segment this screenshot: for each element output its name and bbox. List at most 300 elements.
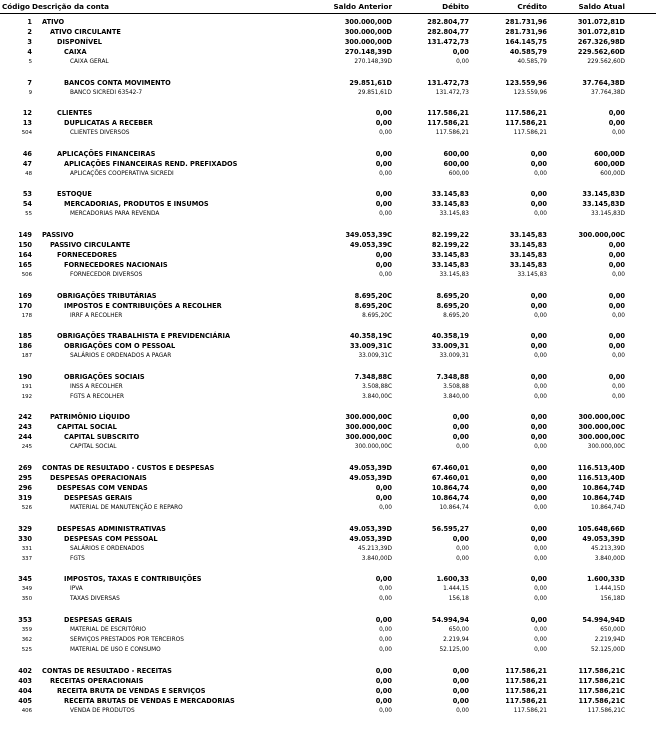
current-balance-cell: 0,00	[608, 109, 625, 117]
credit-cell: 117.586,21	[513, 708, 547, 714]
current-balance-cell: 33.145,83D	[582, 190, 625, 198]
previous-balance-cell: 0,00	[379, 171, 392, 177]
account-code: 244	[18, 433, 32, 441]
account-name: OBRIGAÇÕES TRIBUTÁRIAS	[57, 292, 157, 300]
debit-cell: 131.472,73	[427, 79, 469, 87]
current-balance-cell: 0,00	[608, 261, 625, 269]
table-row	[0, 463, 656, 473]
credit-cell: 0,00	[530, 302, 547, 310]
current-balance-cell: 117.586,21C	[578, 687, 625, 695]
account-name: MATERIAL DE ESCRITÓRIO	[70, 627, 146, 633]
previous-balance-cell: 8.695,20C	[362, 313, 392, 319]
current-balance-cell: 10.864,74D	[582, 494, 625, 502]
debit-cell: 0,00	[456, 556, 469, 562]
credit-cell: 33.145,83	[509, 251, 547, 259]
account-name: IRRF A RECOLHER	[70, 313, 123, 319]
table-row	[0, 432, 656, 442]
table-row	[0, 574, 656, 584]
current-balance-cell: 0,00	[612, 353, 625, 359]
account-code: 55	[25, 211, 32, 217]
account-code: 353	[18, 616, 32, 624]
previous-balance-cell: 300.000,00D	[344, 18, 392, 26]
table-row	[0, 382, 656, 392]
account-name: MERCADORIAS PARA REVENDA	[70, 211, 160, 217]
previous-balance-cell: 3.508,88C	[362, 384, 392, 390]
account-name: OBRIGAÇÕES SOCIAIS	[64, 373, 145, 381]
account-name: PASSIVO CIRCULANTE	[50, 241, 131, 249]
previous-balance-cell: 0,00	[379, 708, 392, 714]
current-balance-cell: 0,00	[608, 241, 625, 249]
account-name: CAIXA GERAL	[70, 59, 109, 65]
table-row	[0, 341, 656, 351]
account-name: VENDA DE PRODUTOS	[70, 708, 135, 714]
current-balance-cell: 105.648,66D	[577, 525, 625, 533]
previous-balance-cell: 0,00	[375, 687, 392, 695]
credit-cell: 164.145,75	[505, 38, 547, 46]
current-balance-cell: 117.586,21C	[578, 697, 625, 705]
current-balance-cell: 54.994,94D	[582, 616, 625, 624]
table-row	[0, 534, 656, 544]
header-code: Código	[2, 2, 30, 11]
debit-cell: 0,00	[456, 708, 469, 714]
account-code: 405	[18, 697, 32, 705]
credit-cell: 0,00	[530, 535, 547, 543]
account-name: SALÁRIOS E ORDENADOS A PAGAR	[70, 353, 172, 359]
debit-cell: 117.586,21	[427, 119, 469, 127]
debit-cell: 10.864,74	[439, 505, 469, 511]
account-name: MATERIAL DE MANUTENÇÃO E REPARO	[70, 505, 183, 511]
current-balance-cell: 600,00D	[600, 171, 625, 177]
account-code: 295	[18, 474, 32, 482]
table-row	[0, 27, 656, 37]
previous-balance-cell: 0,00	[379, 586, 392, 592]
table-header	[0, 0, 656, 14]
account-name: CLIENTES DIVERSOS	[70, 130, 130, 136]
table-row	[0, 503, 656, 513]
debit-cell: 10.864,74	[431, 484, 469, 492]
previous-balance-cell: 45.213,39D	[358, 546, 392, 552]
credit-cell: 0,00	[530, 190, 547, 198]
credit-cell: 0,00	[530, 373, 547, 381]
current-balance-cell: 117.586,21C	[578, 667, 625, 675]
table-row	[0, 351, 656, 361]
table-row	[0, 149, 656, 159]
credit-cell: 0,00	[530, 433, 547, 441]
account-code: 337	[21, 556, 32, 562]
account-name: ESTOQUE	[57, 190, 92, 198]
previous-balance-cell: 29.851,61D	[358, 90, 392, 96]
debit-cell: 156,18	[448, 596, 469, 602]
current-balance-cell: 600,00D	[594, 160, 625, 168]
current-balance-cell: 2.219,94D	[594, 637, 625, 643]
table-row	[0, 301, 656, 311]
current-balance-cell: 0,00	[612, 130, 625, 136]
debit-cell: 8.695,20	[436, 302, 469, 310]
debit-cell: 131.472,73	[435, 90, 469, 96]
debit-cell: 0,00	[456, 59, 469, 65]
credit-cell: 117.586,21	[505, 119, 547, 127]
debit-cell: 8.695,20	[443, 313, 469, 319]
account-code: 243	[18, 423, 32, 431]
current-balance-cell: 117.586,21C	[578, 677, 625, 685]
credit-cell: 0,00	[530, 160, 547, 168]
account-code: 46	[22, 150, 32, 158]
previous-balance-cell: 49.053,39D	[349, 474, 392, 482]
credit-cell: 40.585,79	[509, 48, 547, 56]
debit-cell: 1.444,15	[443, 586, 469, 592]
debit-cell: 54.994,94	[431, 616, 469, 624]
account-code: 330	[18, 535, 32, 543]
previous-balance-cell: 0,00	[379, 637, 392, 643]
debit-cell: 282.804,77	[427, 18, 469, 26]
previous-balance-cell: 3.840,00C	[362, 394, 392, 400]
credit-cell: 33.145,83	[509, 261, 547, 269]
previous-balance-cell: 300.000,00C	[354, 444, 392, 450]
account-name: ATIVO	[42, 18, 65, 26]
previous-balance-cell: 0,00	[375, 667, 392, 675]
account-name: DUPLICATAS A RECEBER	[64, 119, 153, 127]
credit-cell: 0,00	[530, 292, 547, 300]
current-balance-cell: 156,18D	[600, 596, 625, 602]
debit-cell: 33.009,31	[431, 342, 469, 350]
debit-cell: 117.586,21	[435, 130, 469, 136]
previous-balance-cell: 40.358,19C	[350, 332, 392, 340]
current-balance-cell: 37.764,38D	[591, 90, 625, 96]
account-name: DESPESAS COM VENDAS	[57, 484, 148, 492]
credit-cell: 0,00	[534, 627, 547, 633]
account-code: 406	[21, 708, 32, 714]
account-name: SALÁRIOS E ORDENADOS	[70, 546, 145, 552]
table-row	[0, 260, 656, 270]
table-row	[0, 37, 656, 47]
table-row	[0, 422, 656, 432]
current-balance-cell: 229.562,60D	[587, 59, 625, 65]
debit-cell: 0,00	[456, 546, 469, 552]
table-row	[0, 240, 656, 250]
account-code: 329	[18, 525, 32, 533]
current-balance-cell: 117.586,21C	[587, 708, 625, 714]
account-code: 349	[21, 586, 32, 592]
account-name: BANCOS CONTA MOVIMENTO	[64, 79, 171, 87]
table-row	[0, 78, 656, 88]
current-balance-cell: 0,00	[608, 373, 625, 381]
current-balance-cell: 0,00	[608, 292, 625, 300]
account-code: 150	[18, 241, 32, 249]
account-code: 12	[22, 109, 32, 117]
credit-cell: 0,00	[530, 484, 547, 492]
account-code: 362	[21, 637, 32, 643]
credit-cell: 0,00	[534, 586, 547, 592]
previous-balance-cell: 49.053,39D	[349, 464, 392, 472]
account-code: 296	[18, 484, 32, 492]
account-name: BANCO SICREDI 63542-7	[70, 90, 143, 96]
credit-cell: 0,00	[530, 474, 547, 482]
table-row	[0, 666, 656, 676]
credit-cell: 0,00	[530, 413, 547, 421]
credit-cell: 0,00	[530, 342, 547, 350]
account-name: RECEITA BRUTA DE VENDAS E SERVIÇOS	[57, 687, 206, 695]
previous-balance-cell: 0,00	[379, 211, 392, 217]
current-balance-cell: 33.145,83D	[582, 200, 625, 208]
credit-cell: 281.731,96	[505, 18, 547, 26]
table-row	[0, 372, 656, 382]
account-name: CAIXA	[64, 48, 87, 56]
previous-balance-cell: 0,00	[375, 109, 392, 117]
table-row	[0, 584, 656, 594]
account-name: APLICAÇÕES COOPERATIVA SICREDI	[70, 171, 174, 177]
account-code: 5	[28, 59, 32, 65]
credit-cell: 0,00	[534, 556, 547, 562]
previous-balance-cell: 0,00	[379, 627, 392, 633]
debit-cell: 82.199,22	[431, 231, 469, 239]
previous-balance-cell: 300.000,00C	[345, 433, 392, 441]
credit-cell: 0,00	[534, 211, 547, 217]
account-name: FORNECEDORES NACIONAIS	[64, 261, 168, 269]
debit-cell: 40.358,19	[431, 332, 469, 340]
account-code: 187	[21, 353, 32, 359]
previous-balance-cell: 0,00	[375, 119, 392, 127]
table-row	[0, 706, 656, 716]
current-balance-cell: 0,00	[608, 251, 625, 259]
current-balance-cell: 37.764,38D	[582, 79, 625, 87]
previous-balance-cell: 49.053,39D	[349, 525, 392, 533]
account-code: 242	[18, 413, 32, 421]
debit-cell: 52.125,00	[439, 647, 469, 653]
account-code: 186	[18, 342, 32, 350]
previous-balance-cell: 8.695,20C	[354, 302, 392, 310]
previous-balance-cell: 0,00	[375, 494, 392, 502]
previous-balance-cell: 0,00	[375, 484, 392, 492]
account-code: 192	[21, 394, 32, 400]
table-row	[0, 270, 656, 280]
account-code: 403	[18, 677, 32, 685]
current-balance-cell: 0,00	[608, 332, 625, 340]
table-row	[0, 524, 656, 534]
previous-balance-cell: 8.695,20C	[354, 292, 392, 300]
debit-cell: 600,00	[443, 150, 469, 158]
debit-cell: 3.508,88	[443, 384, 469, 390]
credit-cell: 0,00	[534, 353, 547, 359]
credit-cell: 0,00	[530, 616, 547, 624]
account-name: DESPESAS COM PESSOAL	[64, 535, 158, 543]
debit-cell: 33.145,83	[439, 272, 469, 278]
header-credit: Crédito	[517, 2, 547, 11]
credit-cell: 117.586,21	[505, 667, 547, 675]
account-name: MATERIAL DE USO E CONSUMO	[70, 647, 161, 653]
table-row	[0, 209, 656, 219]
header-current-balance: Saldo Atual	[578, 2, 625, 11]
debit-cell: 67.460,01	[431, 474, 469, 482]
previous-balance-cell: 49.053,39D	[349, 535, 392, 543]
table-row	[0, 442, 656, 452]
account-name: CAPITAL SOCIAL	[57, 423, 117, 431]
credit-cell: 0,00	[534, 384, 547, 390]
current-balance-cell: 116.513,40D	[577, 464, 625, 472]
table-row	[0, 483, 656, 493]
account-code: 2	[27, 28, 32, 36]
account-code: 331	[21, 546, 32, 552]
credit-cell: 33.145,83	[517, 272, 547, 278]
account-code: 345	[18, 575, 32, 583]
previous-balance-cell: 0,00	[375, 261, 392, 269]
current-balance-cell: 1.600,33D	[586, 575, 625, 583]
credit-cell: 0,00	[530, 332, 547, 340]
current-balance-cell: 267.326,98D	[577, 38, 625, 46]
credit-cell: 0,00	[534, 444, 547, 450]
account-code: 47	[22, 160, 32, 168]
current-balance-cell: 650,00D	[600, 627, 625, 633]
current-balance-cell: 229.562,60D	[577, 48, 625, 56]
previous-balance-cell: 29.851,61D	[349, 79, 392, 87]
account-code: 359	[21, 627, 32, 633]
account-code: 269	[18, 464, 32, 472]
table-row	[0, 17, 656, 27]
account-code: 9	[28, 90, 32, 96]
credit-cell: 117.586,21	[505, 697, 547, 705]
current-balance-cell: 10.864,74D	[582, 484, 625, 492]
account-name: CONTAS DE RESULTADO - RECEITAS	[42, 667, 172, 675]
current-balance-cell: 0,00	[612, 394, 625, 400]
table-row	[0, 88, 656, 98]
debit-cell: 0,00	[452, 677, 469, 685]
debit-cell: 56.595,27	[431, 525, 469, 533]
previous-balance-cell: 270.148,39D	[344, 48, 392, 56]
credit-cell: 0,00	[530, 494, 547, 502]
account-name: OBRIGAÇÕES COM O PESSOAL	[64, 342, 176, 350]
debit-cell: 33.009,31	[439, 353, 469, 359]
previous-balance-cell: 7.348,88C	[354, 373, 392, 381]
table-row	[0, 392, 656, 402]
credit-cell: 0,00	[534, 637, 547, 643]
previous-balance-cell: 0,00	[375, 697, 392, 705]
previous-balance-cell: 0,00	[375, 160, 392, 168]
debit-cell: 0,00	[456, 444, 469, 450]
account-name: INSS A RECOLHER	[70, 384, 123, 390]
debit-cell: 33.145,83	[439, 211, 469, 217]
previous-balance-cell: 0,00	[379, 505, 392, 511]
credit-cell: 0,00	[530, 200, 547, 208]
table-row	[0, 57, 656, 67]
debit-cell: 282.804,77	[427, 28, 469, 36]
previous-balance-cell: 300.000,00D	[344, 38, 392, 46]
debit-cell: 600,00	[443, 160, 469, 168]
current-balance-cell: 0,00	[608, 302, 625, 310]
debit-cell: 0,00	[452, 413, 469, 421]
previous-balance-cell: 0,00	[379, 647, 392, 653]
account-name: DISPONÍVEL	[57, 38, 102, 46]
credit-cell: 0,00	[530, 423, 547, 431]
account-code: 506	[21, 272, 32, 278]
account-name: CONTAS DE RESULTADO - CUSTOS E DESPESAS	[42, 464, 215, 472]
debit-cell: 0,00	[452, 687, 469, 695]
current-balance-cell: 0,00	[612, 313, 625, 319]
current-balance-cell: 45.213,39D	[591, 546, 625, 552]
current-balance-cell: 300.000,00C	[578, 231, 625, 239]
current-balance-cell: 301.072,81D	[577, 18, 625, 26]
debit-cell: 33.145,83	[431, 190, 469, 198]
account-name: ATIVO CIRCULANTE	[50, 28, 121, 36]
debit-cell: 33.145,83	[431, 261, 469, 269]
debit-cell: 2.219,94	[443, 637, 469, 643]
current-balance-cell: 0,00	[612, 272, 625, 278]
credit-cell: 117.586,21	[505, 687, 547, 695]
account-name: APLICAÇÕES FINANCEIRAS	[57, 150, 156, 158]
previous-balance-cell: 300.000,00C	[345, 413, 392, 421]
debit-cell: 82.199,22	[431, 241, 469, 249]
credit-cell: 117.586,21	[505, 677, 547, 685]
account-code: 191	[21, 384, 32, 390]
table-row	[0, 199, 656, 209]
account-code: 149	[18, 231, 32, 239]
table-row	[0, 159, 656, 169]
table-row	[0, 686, 656, 696]
credit-cell: 0,00	[534, 647, 547, 653]
credit-cell: 0,00	[534, 505, 547, 511]
previous-balance-cell: 300.000,00C	[345, 423, 392, 431]
current-balance-cell: 300.000,00C	[578, 413, 625, 421]
debit-cell: 10.864,74	[431, 494, 469, 502]
table-row	[0, 291, 656, 301]
account-code: 48	[25, 171, 32, 177]
account-name: CAPITAL SUBSCRITO	[64, 433, 140, 441]
previous-balance-cell: 349.053,39C	[345, 231, 392, 239]
previous-balance-cell: 33.009,31C	[358, 353, 392, 359]
table-row	[0, 250, 656, 260]
account-code: 169	[18, 292, 32, 300]
previous-balance-cell: 49.053,39C	[350, 241, 392, 249]
table-row	[0, 47, 656, 57]
table-row	[0, 118, 656, 128]
debit-cell: 0,00	[452, 48, 469, 56]
previous-balance-cell: 0,00	[375, 251, 392, 259]
account-code: 526	[21, 505, 32, 511]
table-row	[0, 625, 656, 635]
table-row	[0, 473, 656, 483]
account-code: 245	[21, 444, 32, 450]
account-name: IPVA	[70, 586, 83, 592]
account-name: FORNECEDORES	[57, 251, 117, 259]
credit-cell: 0,00	[534, 313, 547, 319]
account-code: 1	[27, 18, 32, 26]
credit-cell: 123.559,96	[513, 90, 547, 96]
previous-balance-cell: 0,00	[375, 190, 392, 198]
table-row	[0, 594, 656, 604]
previous-balance-cell: 0,00	[375, 677, 392, 685]
account-name: FGTS	[70, 556, 85, 562]
table-row	[0, 635, 656, 645]
previous-balance-cell: 300.000,00D	[344, 28, 392, 36]
account-name: FGTS A RECOLHER	[70, 394, 125, 400]
current-balance-cell: 116.513,40D	[577, 474, 625, 482]
credit-cell: 0,00	[530, 150, 547, 158]
current-balance-cell: 1.444,15D	[594, 586, 625, 592]
current-balance-cell: 0,00	[612, 384, 625, 390]
account-name: DESPESAS ADMINISTRATIVAS	[57, 525, 166, 533]
account-code: 402	[18, 667, 32, 675]
debit-cell: 600,00	[448, 171, 469, 177]
account-code: 3	[27, 38, 32, 46]
account-name: PASSIVO	[42, 231, 74, 239]
account-name: PATRIMÔNIO LÍQUIDO	[50, 413, 131, 421]
account-name: TAXAS DIVERSAS	[70, 596, 120, 602]
account-code: 319	[18, 494, 32, 502]
table-row	[0, 230, 656, 240]
account-name: RECEITAS OPERACIONAIS	[50, 677, 144, 685]
account-code: 504	[21, 130, 32, 136]
table-row	[0, 554, 656, 564]
previous-balance-cell: 0,00	[375, 616, 392, 624]
credit-cell: 0,00	[530, 464, 547, 472]
